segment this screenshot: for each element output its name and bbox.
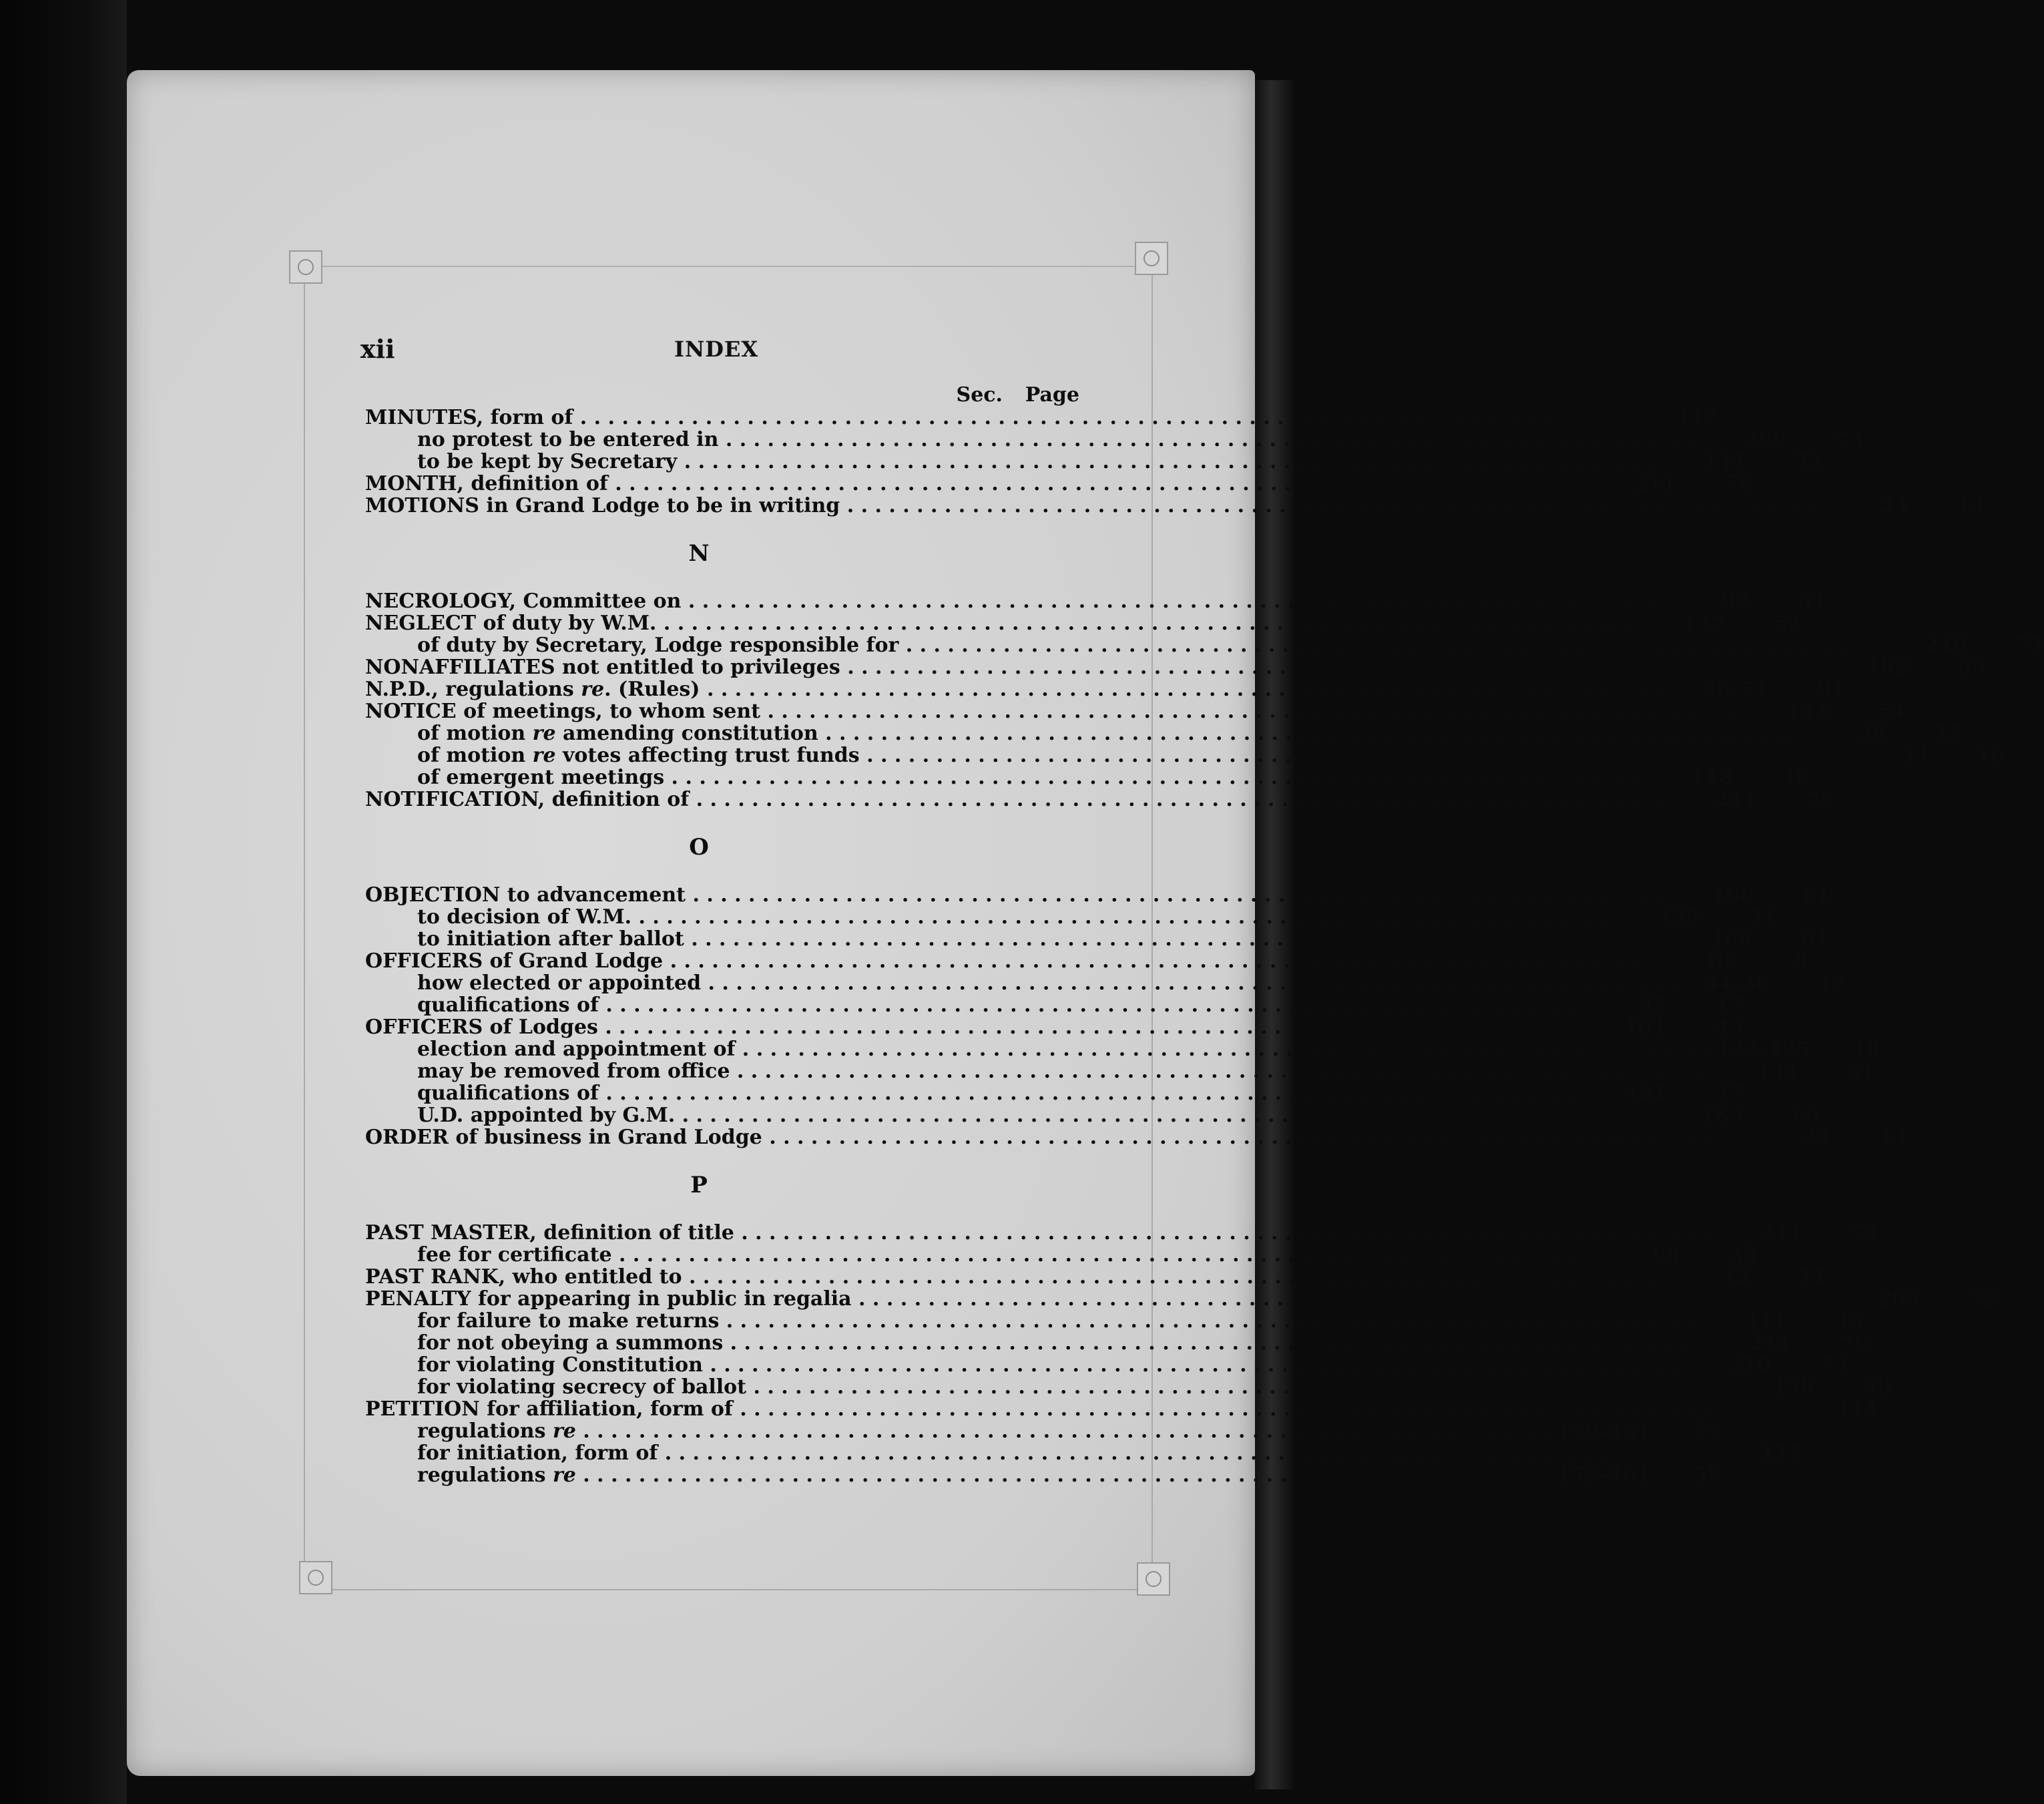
index-entry — [365, 1104, 1820, 1127]
entry-text: MINUTES, form of — [365, 406, 573, 429]
entry-page: 15 — [1935, 722, 1963, 745]
entry-sec: 209 — [1744, 428, 1787, 451]
entry-sec: 10 — [1703, 949, 1732, 973]
entry-text: may be removed from office — [417, 1060, 730, 1083]
index-entry — [365, 927, 1829, 951]
dot-leader: . . . . . . . . . . . . . . . . . . . . . . . . . . . . . . . . . . . . . . . . . . . . . . . . . . . . . . . . . . . . . . . . . . . . . . — [656, 612, 1633, 635]
entry-page: 76 — [1806, 788, 1834, 811]
index-entry — [365, 1038, 1880, 1061]
entry-text: of motion re amending constitution — [417, 722, 818, 745]
entry-text: MONTH, definition of — [365, 472, 608, 495]
entry-page: 65 — [1957, 656, 1985, 679]
index-entry — [365, 1463, 1722, 1487]
corner-ornament-icon — [299, 1561, 332, 1594]
entry-page: 74 — [1851, 1221, 1880, 1245]
entry-sec: 144 — [1786, 700, 1829, 723]
entry-sec: 211 — [1760, 1221, 1803, 1245]
corner-ornament-icon — [1137, 1562, 1170, 1596]
dot-leader: . . . . . . . . . . . . . . . . . . . . . . . . . . . . . . . . . . . . . . . . . . . . . . . . . . . . . . . . . . . . . . . . . . . . . . — [760, 700, 1737, 723]
entry-page: 48 — [1852, 1038, 1880, 1061]
index-entry — [365, 1309, 1864, 1333]
entry-text: no protest to be entered in — [417, 428, 719, 451]
entry-sec: 66–71 — [1702, 678, 1768, 701]
index-entry — [365, 1375, 1892, 1399]
entry-text: NOTIFICATION, definition of — [365, 788, 690, 811]
dot-leader: . . . . . . . . . . . . . . . . . . . . . . . . . . . . . . . . . . . . . . . . . . . . . . . . . . . . . . . . . . . . . . . . . . . . . . — [658, 1441, 1634, 1465]
entry-page: 91 — [1816, 678, 1845, 701]
entry-page: 13 — [1879, 1126, 1907, 1149]
entry-page: 43 — [1715, 1016, 1744, 1039]
dot-leader: . . . . . . . . . . . . . . . . . . . . . . . . . . . . . . . . . . . . . . . . . . . . . . . . . . . . . . . . . . . . . . . . . . . . . . — [719, 1309, 1696, 1333]
entry-text: regulations re — [417, 1419, 576, 1443]
entry-page: 117 — [1676, 406, 1718, 429]
corner-ornament-icon — [289, 250, 322, 284]
entry-sec: 210 — [1729, 1353, 1772, 1377]
index-entry — [365, 450, 1822, 473]
index-entry — [365, 656, 1985, 679]
entry-text: for violating Constitution — [417, 1353, 703, 1377]
entry-sec: 137 — [1682, 612, 1725, 635]
entry-sec: 144 — [1703, 450, 1746, 473]
dot-leader: . . . . . . . . . . . . . . . . . . . . . . . . . . . . . . . . . . . . . . . . . . . . . . . . . . . . . . . . . . . . . . . . . . . . . . — [689, 788, 1666, 811]
entry-text: to initiation after ballot — [417, 927, 684, 951]
entry-text: U.D. appointed by G.M. — [417, 1104, 676, 1127]
dot-leader: . . . . . . . . . . . . . . . . . . . . . . . . . . . . . . . . . . . . . . . . . . . . . . . . . . . . . . . . . . . . . . . . . . . . . . — [701, 971, 1678, 995]
entry-page: 14 — [1957, 494, 1985, 517]
entry-page: 59 — [1863, 1375, 1892, 1399]
section-letter: P — [690, 1172, 708, 1198]
dot-leader: . . . . . . . . . . . . . . . . . . . . . . . . . . . . . . . . . . . . . . . . . . . . . . . . . . . . . . . . . . . . . . . . . . . . . . — [597, 1016, 1575, 1039]
entry-sec: 166 — [1710, 927, 1752, 951]
index-entry — [365, 1016, 1744, 1039]
entry-page: 76 — [1840, 1331, 1868, 1355]
entry-text: ORDER of business in Grand Lodge — [365, 1126, 762, 1149]
dot-leader: . . . . . . . . . . . . . . . . . . . . . . . . . . . . . . . . . . . . . . . . . . . . . . . . . . . . . . . . . . . . . . . . . . . . . . — [631, 905, 1608, 929]
dot-leader: . . . . . . . . . . . . . . . . . . . . . . . . . . . . . . . . . . . . . . . . . . . . . . . . . . . . . . . . . . . . . . . . . . . . . . — [734, 1221, 1711, 1245]
dot-leader: . . . . . . . . . . . . . . . . . . . . . . . . . . . . . . . . . . . . . . . . . . . . . . . . . . . . . . . . . . . . . . . . . . . . . . — [718, 428, 1695, 451]
dot-leader: . . . . . . . . . . . . . . . . . . . . . . . . . . . . . . . . . . . . . . . . . . . . . . . . . . . . . . . . . . . . . . . . . . . . . . — [735, 1038, 1712, 1061]
dot-leader: . . . . . . . . . . . . . . . . . . . . . . . . . . . . . . . . . . . . . . . . . . . . . . . . . . . . . . . . . . . . . . . . . . . . . . — [723, 1331, 1700, 1355]
entry-sec: 111 — [1745, 1309, 1788, 1333]
index-entry — [365, 590, 1826, 613]
entry-sec: 24 — [1880, 494, 1908, 517]
section-letter: O — [689, 834, 709, 861]
entry-page: 61 — [1801, 927, 1829, 951]
entry-text: to decision of W.M. — [417, 905, 632, 929]
dot-leader: . . . . . . . . . . . . . . . . . . . . . . . . . . . . . . . . . . . . . . . . . . . . . . . . . . . . . . . . . . . . . . . . . . . . . . — [675, 1104, 1651, 1127]
index-entry — [365, 1082, 1744, 1105]
dot-leader: . . . . . . . . . . . . . . . . . . . . . . . . . . . . . . . . . . . . . . . . . . . . . . . . . . . . . . . . . . . . . . . . . . . . . . — [664, 766, 1641, 789]
entry-page: 47 — [1716, 1082, 1744, 1105]
entry-text: for initiation, form of — [417, 1441, 658, 1465]
entry-sec: 122–125 — [1716, 1038, 1810, 1061]
index-entry — [365, 744, 2005, 767]
entry-page: 33 — [1729, 1243, 1757, 1267]
entry-text: MOTIONS in Grand Lodge to be in writing — [365, 494, 840, 517]
entry-page: 66 — [1792, 1104, 1820, 1127]
page-number: xii — [360, 334, 395, 364]
entry-text: for failure to make returns — [417, 1309, 720, 1333]
index-entry — [365, 1419, 1722, 1443]
dot-leader: . . . . . . . . . . . . . . . . . . . . . . . . . . . . . . . . . . . . . . . . . . . . . . . . . . . . . . . . . . . . . . . . . . . . . . — [700, 678, 1676, 701]
entry-page: 72 — [1969, 1287, 1997, 1311]
entry-page: 16 — [1977, 744, 2005, 767]
entry-text: for not obeying a summons — [417, 1331, 724, 1355]
entry-text: NECROLOGY, Committee on — [365, 590, 682, 613]
entry-text: election and appointment of — [417, 1038, 736, 1061]
entry-text: of duty by Secretary, Lodge responsible for — [417, 634, 899, 657]
entry-sec: 121 — [1625, 1082, 1668, 1105]
entry-page: 51 — [1846, 1060, 1875, 1083]
entry-page: 45 — [1836, 1309, 1864, 1333]
dot-leader: . . . . . . . . . . . . . . . . . . . . . . . . . . . . . . . . . . . . . . . . . . . . . . . . . . . . . . . . . . . . . . . . . . . . . . — [746, 1375, 1723, 1399]
index-entry — [365, 722, 1963, 745]
index-entry — [365, 1353, 1848, 1377]
index-entry — [365, 406, 1718, 429]
dot-leader: . . . . . . . . . . . . . . . . . . . . . . . . . . . . . . . . . . . . . . . . . . . . . . . . . . . . . . . . . . . . . . . . . . . . . . — [611, 1243, 1588, 1267]
dot-leader: . . . . . . . . . . . . . . . . . . . . . . . . . . . . . . . . . . . . . . . . . . . . . . . . . . . . . . . . . . . . . . . . . . . . . . — [607, 472, 1585, 495]
entry-text: PAST MASTER, definition of title — [365, 1221, 734, 1245]
index-entry — [365, 993, 1744, 1017]
index-entry — [365, 1441, 1803, 1465]
entry-page: 54 — [1877, 700, 1906, 723]
column-header-page: Page — [1025, 383, 1079, 407]
entry-sec: 98 — [1652, 1243, 1680, 1267]
entry-text: N.P.D., regulations re. (Rules) — [365, 678, 700, 701]
entry-sec: 35 — [1639, 993, 1668, 1017]
index-entry — [365, 788, 1834, 811]
entry-page: 11 — [1799, 1265, 1827, 1289]
entry-page: 57 — [1693, 1419, 1722, 1443]
index-entry — [365, 1397, 1878, 1421]
entry-text: of motion re votes affecting trust funds — [417, 744, 860, 767]
index-entry — [365, 1243, 1757, 1267]
index-entry — [365, 634, 2044, 657]
index-entry — [365, 428, 1864, 451]
entry-page: 51 — [1748, 905, 1777, 929]
entry-text: OFFICERS of Grand Lodge — [365, 949, 664, 973]
index-entry — [365, 1126, 1907, 1149]
film-edge-left — [0, 0, 127, 1804]
index-entry — [365, 949, 1808, 973]
corner-ornament-icon — [1135, 242, 1168, 275]
entry-text: PAST RANK, who entitled to — [365, 1265, 682, 1289]
entry-sec: 12 — [1722, 1265, 1750, 1289]
entry-sec: 118 — [1690, 766, 1733, 789]
entry-page: 9 — [1794, 949, 1808, 973]
index-entry — [365, 472, 1754, 495]
index-entry — [365, 905, 1777, 929]
entry-page: 31 — [1798, 590, 1826, 613]
index-entry — [365, 766, 1810, 789]
entry-sec: 211 — [1634, 472, 1677, 495]
entry-page: 73 — [2015, 634, 2044, 657]
dot-leader: . . . . . . . . . . . . . . . . . . . . . . . . . . . . . . . . . . . . . . . . . . . . . . . . . . . . . . . . . . . . . . . . . . . . . . — [681, 590, 1657, 613]
dot-leader: . . . . . . . . . . . . . . . . . . . . . . . . . . . . . . . . . . . . . . . . . . . . . . . . . . . . . . . . . . . . . . . . . . . . . . — [682, 1265, 1658, 1289]
index-entry — [365, 1287, 1997, 1311]
entry-page: 17 — [1716, 993, 1744, 1017]
dot-leader: . . . . . . . . . . . . . . . . . . . . . . . . . . . . . . . . . . . . . . . . . . . . . . . . . . . . . . . . . . . . . . . . . . . . . . — [840, 656, 1816, 679]
dot-leader: . . . . . . . . . . . . . . . . . . . . . . . . . . . . . . . . . . . . . . . . . . . . . . . . . . . . . . . . . . . . . . . . . . . . . . — [859, 744, 1836, 767]
entry-page: 73 — [1835, 428, 1864, 451]
index-entry — [365, 1221, 1880, 1245]
entry-page: 46 — [1781, 766, 1810, 789]
entry-text: fee for certificate — [417, 1243, 612, 1267]
entry-sec: 33 — [1900, 744, 1928, 767]
entry-page: 114 — [1836, 1397, 1878, 1421]
dot-leader: . . . . . . . . . . . . . . . . . . . . . . . . . . . . . . . . . . . . . . . . . . . . . . . . . . . . . . . . . . . . . . . . . . . . . . — [575, 1419, 1553, 1443]
entry-page: 76 — [1725, 472, 1754, 495]
index-entry — [365, 700, 1906, 723]
dot-leader: . . . . . . . . . . . . . . . . . . . . . . . . . . . . . . . . . . . . . . . . . . . . . . . . . . . . . . . . . . . . . . . . . . . . . . — [663, 949, 1639, 973]
entry-page: 73 — [1820, 1353, 1848, 1377]
entry-sec: 104 — [1624, 1016, 1667, 1039]
index-entry — [365, 494, 1985, 517]
dot-leader: . . . . . . . . . . . . . . . . . . . . . . . . . . . . . . . . . . . . . . . . . . . . . . . . . . . . . . . . . . . . . . . . . . . . . . — [818, 722, 1794, 745]
entry-sec: 23 — [1802, 1126, 1830, 1149]
page-title: INDEX — [674, 336, 759, 362]
dot-leader: . . . . . . . . . . . . . . . . . . . . . . . . . . . . . . . . . . . . . . . . . . . . . . . . . . . . . . . . . . . . . . . . . . . . . . — [899, 634, 1875, 657]
entry-text: qualifications of — [417, 993, 599, 1017]
entry-text: OFFICERS of Lodges — [365, 1016, 598, 1039]
index-entry — [365, 883, 1831, 907]
entry-sec: 28 — [1858, 722, 1886, 745]
entry-sec: 150–161 — [1557, 1419, 1651, 1443]
entry-sec — [1555, 407, 1641, 429]
column-header-sec: Sec. — [956, 383, 1003, 407]
entry-text: OBJECTION to advancement — [365, 883, 686, 907]
entry-text: NONAFFILIATES not entitled to privileges — [365, 656, 840, 679]
index-entry — [365, 678, 1845, 701]
index-list — [365, 383, 2044, 1487]
dot-leader: . . . . . . . . . . . . . . . . . . . . . . . . . . . . . . . . . . . . . . . . . . . . . . . . . . . . . . . . . . . . . . . . . . . . . . — [730, 1060, 1706, 1083]
dot-leader: . . . . . . . . . . . . . . . . . . . . . . . . . . . . . . . . . . . . . . . . . . . . . . . . . . . . . . . . . . . . . . . . . . . . . . — [840, 494, 1816, 517]
entry-sec: 166 — [1712, 883, 1754, 907]
entry-text: NEGLECT of duty by W.M. — [365, 612, 657, 635]
dot-leader: . . . . . . . . . . . . . . . . . . . . . . . . . . . . . . . . . . . . . . . . . . . . . . . . . . . . . . . . . . . . . . . . . . . . . . — [686, 883, 1662, 907]
dot-leader: . . . . . . . . . . . . . . . . . . . . . . . . . . . . . . . . . . . . . . . . . . . . . . . . . . . . . . . . . . . . . . . . . . . . . . — [598, 1082, 1575, 1105]
entry-page: 17 — [1818, 971, 1846, 995]
index-entry — [365, 971, 1846, 995]
index-entry — [365, 612, 1802, 635]
dot-leader: . . . . . . . . . . . . . . . . . . . . . . . . . . . . . . . . . . . . . . . . . . . . . . . . . . . . . . . . . . . . . . . . . . . . . . — [762, 1126, 1738, 1149]
entry-sec: 134 — [1756, 1060, 1798, 1083]
index-entry — [365, 1060, 1875, 1083]
entry-page: 115 — [1760, 1441, 1803, 1465]
entry-page: 53 — [1794, 450, 1822, 473]
index-entry — [365, 1265, 1827, 1289]
page-header — [360, 334, 1075, 374]
entry-sec: 211 — [1749, 1331, 1792, 1355]
section-letter: N — [688, 540, 710, 567]
entry-sec — [1714, 1398, 1801, 1420]
entry-sec: 211 — [1715, 788, 1758, 811]
entry-text: qualifications of — [417, 1082, 599, 1105]
dot-leader: . . . . . . . . . . . . . . . . . . . . . . . . . . . . . . . . . . . . . . . . . . . . . . . . . . . . . . . . . . . . . . . . . . . . . . — [598, 993, 1575, 1017]
entry-text: regulations re — [417, 1463, 576, 1487]
entry-page: 61 — [1802, 883, 1831, 907]
entry-sec: 92 — [1721, 590, 1750, 613]
entry-sec: 34–36 — [1703, 971, 1770, 995]
entry-sec: 159 — [1772, 1375, 1815, 1399]
dot-leader: . . . . . . . . . . . . . . . . . . . . . . . . . . . . . . . . . . . . . . . . . . . . . . . . . . . . . . . . . . . . . . . . . . . . . . — [677, 450, 1653, 473]
entry-page: 58 — [1693, 1463, 1722, 1487]
entry-sec — [1639, 1442, 1726, 1464]
entry-text: to be kept by Secretary — [417, 450, 678, 473]
index-entry — [365, 1331, 1868, 1355]
dot-leader: . . . . . . . . . . . . . . . . . . . . . . . . . . . . . . . . . . . . . . . . . . . . . . . . . . . . . . . . . . . . . . . . . . . . . . — [702, 1353, 1680, 1377]
entry-sec: 152–161 — [1557, 1463, 1651, 1487]
entry-sec: 135 — [1657, 905, 1700, 929]
entry-text: how elected or appointed — [417, 971, 702, 995]
dot-leader: . . . . . . . . . . . . . . . . . . . . . . . . . . . . . . . . . . . . . . . . . . . . . . . . . . . . . . . . . . . . . . . . . . . . . . — [684, 927, 1660, 951]
entry-page: 52 — [1773, 612, 1802, 635]
entry-text: for violating secrecy of ballot — [417, 1375, 747, 1399]
entry-sec: 210 — [1925, 634, 1967, 657]
entry-text: of emergent meetings — [417, 766, 665, 789]
entry-text: PETITION for affiliation, form of — [365, 1397, 733, 1421]
dot-leader: . . . . . . . . . . . . . . . . . . . . . . . . . . . . . . . . . . . . . . . . . . . . . . . . . . . . . . . . . . . . . . . . . . . . . . — [573, 406, 1549, 429]
entry-sec: 182 — [1866, 656, 1908, 679]
dot-leader: . . . . . . . . . . . . . . . . . . . . . . . . . . . . . . . . . . . . . . . . . . . . . . . . . . . . . . . . . . . . . . . . . . . . . . — [851, 1287, 1828, 1311]
entry-text: PENALTY for appearing in public in regalia — [365, 1287, 852, 1311]
column-headers — [365, 384, 1079, 407]
dot-leader: . . . . . . . . . . . . . . . . . . . . . . . . . . . . . . . . . . . . . . . . . . . . . . . . . . . . . . . . . . . . . . . . . . . . . . — [732, 1397, 1709, 1421]
entry-sec: 205 — [1878, 1287, 1920, 1311]
dot-leader: . . . . . . . . . . . . . . . . . . . . . . . . . . . . . . . . . . . . . . . . . . . . . . . . . . . . . . . . . . . . . . . . . . . . . . — [575, 1463, 1553, 1487]
entry-text: NOTICE of meetings, to whom sent — [365, 700, 760, 723]
entry-sec: 183 — [1701, 1104, 1744, 1127]
